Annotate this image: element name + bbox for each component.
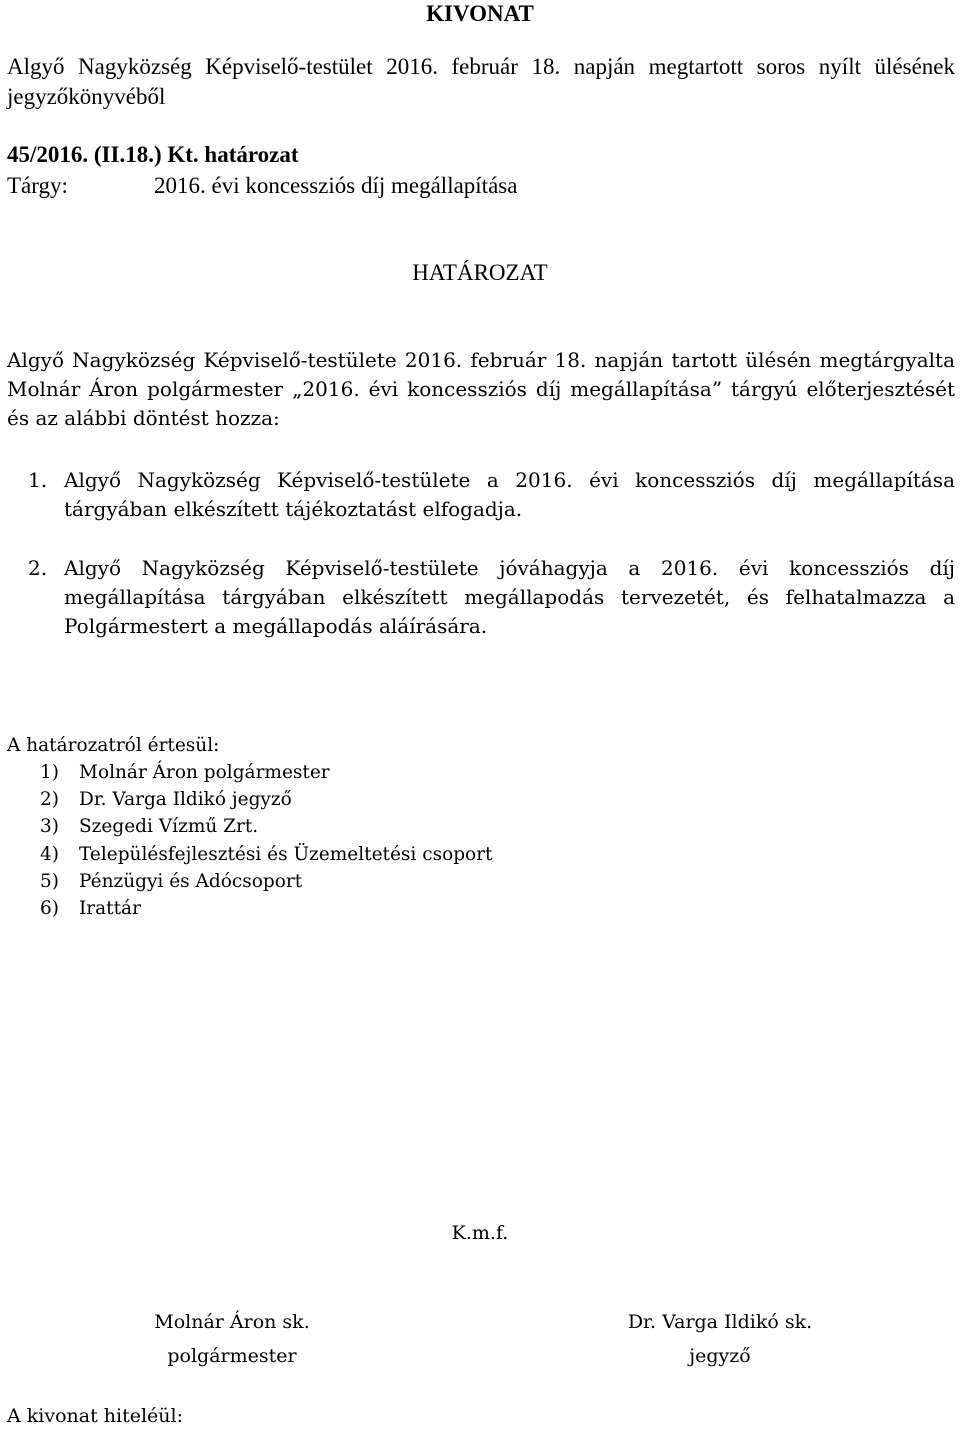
notify-number: 1) — [40, 762, 59, 783]
notify-text: Településfejlesztési és Üzemeltetési csoport — [79, 843, 493, 865]
subject-row — [7, 171, 955, 201]
decision-number: 2. — [28, 556, 48, 580]
document-title: KIVONAT — [426, 1, 534, 26]
notify-item — [7, 895, 492, 922]
footer-certification: A kivonat hiteléül: — [7, 1405, 183, 1427]
notify-item — [7, 786, 492, 813]
decision-list — [7, 466, 955, 671]
signature-left-role: polgármester — [167, 1345, 297, 1367]
notify-number: 4) — [40, 843, 59, 865]
notify-heading: A határozatról értesül: — [7, 735, 220, 756]
resolution-number: 45/2016. (II.18.) Kt. határozat — [7, 142, 299, 167]
notify-item — [7, 759, 492, 786]
notify-item — [7, 813, 492, 840]
signature-right-role: jegyző — [689, 1345, 751, 1367]
subject-value: 2016. évi koncessziós díj megállapítása — [154, 173, 518, 198]
section-heading: HATÁROZAT — [412, 260, 548, 285]
notify-text: Irattár — [79, 898, 141, 920]
signature-left — [92, 1305, 372, 1373]
subject-label: Tárgy: — [7, 173, 68, 198]
notify-item — [7, 841, 492, 868]
notify-text: Pénzügyi és Adócsoport — [79, 870, 303, 892]
signature-right — [580, 1305, 860, 1373]
notify-number: 6) — [40, 898, 59, 920]
notify-item — [7, 868, 492, 895]
signature-left-name: Molnár Áron sk. — [154, 1311, 310, 1333]
notify-number: 5) — [40, 870, 59, 892]
signature-right-name: Dr. Varga Ildikó sk. — [627, 1311, 813, 1333]
decision-item — [7, 554, 955, 641]
notify-list — [7, 759, 492, 922]
decision-item — [7, 466, 955, 524]
notify-text: Dr. Varga Ildikó jegyző — [79, 789, 292, 811]
notify-number: 2) — [40, 789, 59, 811]
decision-text: Algyő Nagyközség Képviselő-testülete jóváhagyja a 2016. évi koncessziós díj megállapítása tárgyában elkészített megállapodás tervezetét, és felhatalmazza a Polgármestert a megállapodás aláírására. — [64, 556, 955, 638]
notify-number: 3) — [40, 816, 59, 838]
notify-text: Szegedi Vízmű Zrt. — [79, 816, 259, 838]
notify-text: Molnár Áron polgármester — [79, 762, 330, 783]
decision-intro: Algyő Nagyközség Képviselő-testülete 2016. február 18. napján tartott ülésén megtárgyalta Molnár Áron polgármester „2016. évi koncessziós díj megállapítása” tárgyú előterjesztését és az alábbi döntést hozza: — [7, 348, 955, 430]
decision-number: 1. — [28, 468, 48, 492]
decision-text: Algyő Nagyközség Képviselő-testülete a 2016. évi koncessziós díj megállapítása tárgyában elkészített tájékoztatást elfogadja. — [64, 468, 955, 521]
document-intro: Algyő Nagyközség Képviselő-testület 2016. február 18. napján megtartott soros nyílt ülésének jegyzőkönyvéből — [7, 54, 955, 109]
kmf-mark: K.m.f. — [451, 1222, 509, 1244]
